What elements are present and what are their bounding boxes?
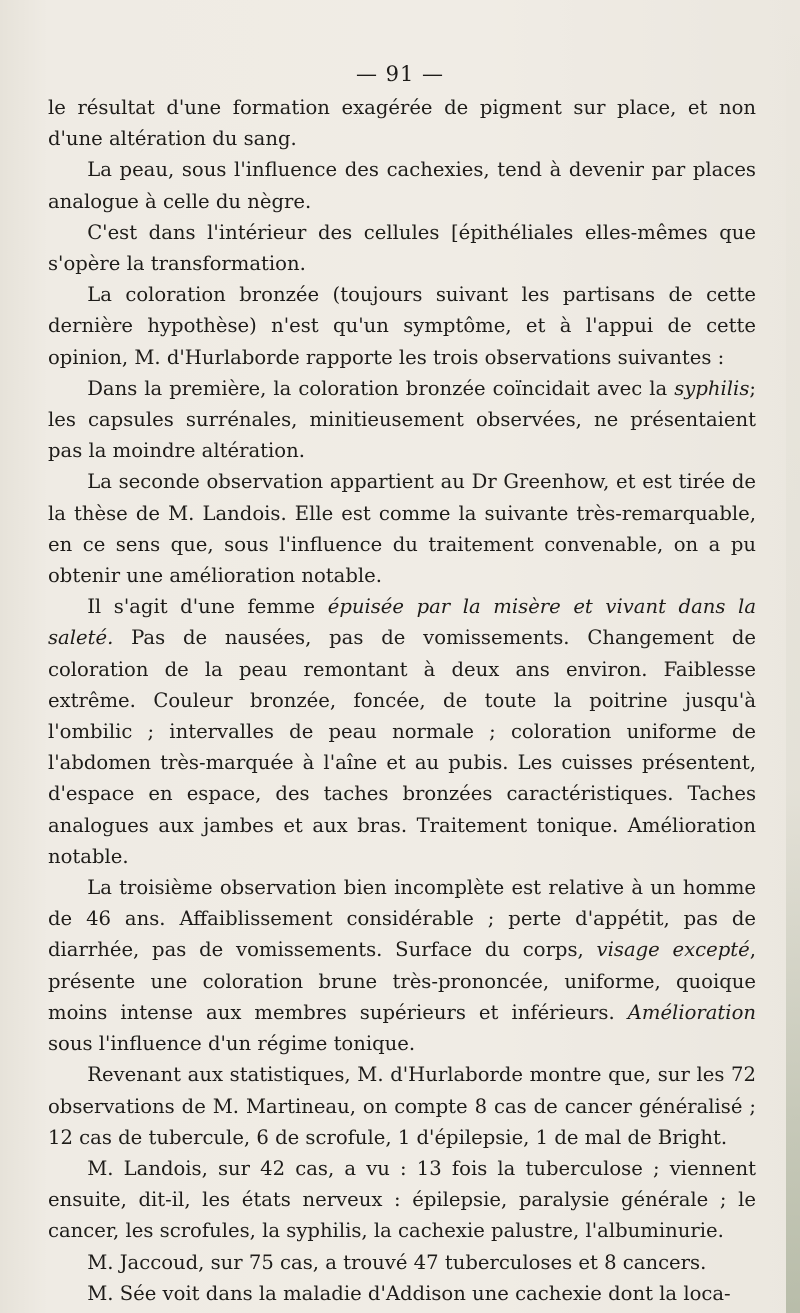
body-text <box>48 92 756 1309</box>
paragraph-12: M. Sée voit dans la maladie d'Addison une cachexie dont la loca- <box>87 1281 731 1305</box>
paragraph-10: M. Landois, sur 42 cas, a vu : 13 fois la tuberculose ; viennent ensuite, dit-il, les états nerveux : épilepsie, paralysie générale ; le cancer, les scrofules, la syphilis, la cachexie palustre, l'albuminurie. <box>48 1156 756 1243</box>
paragraph-7-text-a: Il s'agit d'une femme <box>87 595 328 619</box>
paragraph-11: M. Jaccoud, sur 75 cas, a trouvé 47 tuberculoses et 8 cancers. <box>87 1250 707 1274</box>
page-number: — 91 — <box>355 62 445 86</box>
paragraph-2: La peau, sous l'influence des cachexies, tend à devenir par places analogue à celle du nègre. <box>48 158 756 213</box>
paragraph-7-emphasis: épuisée par la misère et vivant dans la saleté. <box>48 595 756 650</box>
paragraph-8 <box>48 872 756 1059</box>
paragraph-5 <box>48 373 756 467</box>
paragraph-1: le résultat d'une formation exagérée de pigment sur place, et non d'une altération du sang. <box>48 96 756 151</box>
page-edge-stain <box>786 0 800 1313</box>
paragraph-5-text-a: Dans la première, la coloration bronzée coïncidait avec la <box>87 376 675 400</box>
paragraph-8-emphasis-1: visage excepté <box>596 938 750 962</box>
paragraph-5-text-b: ; les capsules surrénales, minitieusement observées, ne présentaient pas la moindre altération. <box>48 376 756 463</box>
paragraph-7-text-b: Pas de nausées, pas de vomissements. Changement de coloration de la peau remontant à deux ans environ. Faiblesse extrême. Couleur bronzée, foncée, de toute la poitrine jusqu'à l'ombilic ; intervalles de peau normale ; coloration uniforme de l'abdomen très-marquée à l'aîne et au pubis. Les cuisses présentent, d'espace en espace, des taches bronzées caractéristiques. Taches analogues aux jambes et aux bras. Traitement tonique. Amélioration notable. <box>48 626 756 868</box>
paragraph-8-text-c: sous l'influence d'un régime tonique. <box>48 1032 416 1056</box>
paragraph-9: Revenant aux statistiques, M. d'Hurlaborde montre que, sur les 72 observations de M. Martineau, on compte 8 cas de cancer généralisé ; 12 cas de tubercule, 6 de scrofule, 1 d'épilepsie, 1 de mal de Bright. <box>48 1063 756 1149</box>
paragraph-8-text-b: , présente une coloration brune très-prononcée, uniforme, quoique moins intense aux membres supérieurs et inférieurs. <box>48 938 756 1024</box>
paragraph-5-emphasis: syphilis <box>674 376 750 400</box>
paragraph-8-text-a: La troisième observation bien incomplète est relative à un homme de 46 ans. Affaiblissement considérable ; perte d'appétit, pas de diarrhée, pas de vomissements. Surface du corps, <box>48 876 756 962</box>
paragraph-8-emphasis-2: Amélioration <box>627 1000 756 1024</box>
paragraph-3: C'est dans l'intérieur des cellules [épithéliales elles-mêmes que s'opère la transformation. <box>48 220 756 276</box>
paragraph-7 <box>48 591 756 872</box>
paragraph-4: La coloration bronzée (toujours suivant les partisans de cette dernière hypothèse) n'est qu'un symptôme, et à l'appui de cette opinion, M. d'Hurlaborde rapporte les trois observations suivantes : <box>48 283 756 369</box>
paragraph-6: La seconde observation appartient au Dr Greenhow, et est tirée de la thèse de M. Landois. Elle est comme la suivante très-remarquable, en ce sens que, sous l'influence du traitement convenable, on a pu obtenir une amélioration notable. <box>48 470 756 588</box>
